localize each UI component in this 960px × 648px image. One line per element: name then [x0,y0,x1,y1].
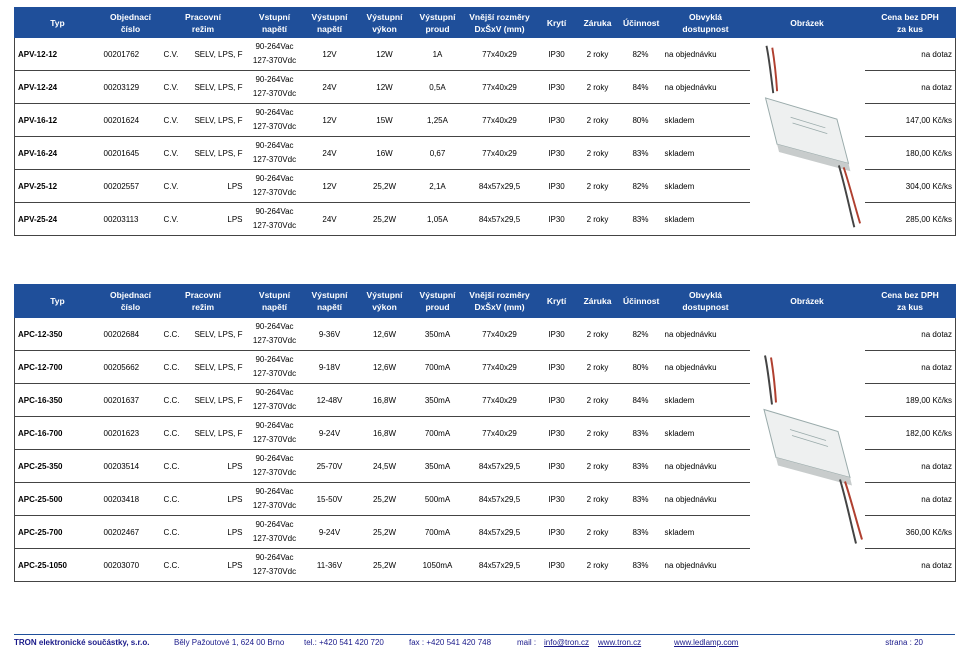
page-footer [14,636,955,648]
cell-order-number: 00203070 [101,549,161,582]
cell-type: APC-16-700 [15,417,101,450]
product-photo [750,320,865,579]
cell-dimensions: 77x40x29 [462,318,538,351]
cell-input-voltage: 90-264Vac 127-370Vdc [246,137,304,170]
cell-output-power: 24,5W [356,450,414,483]
cell-price: 182,00 Kč/ks [865,417,956,450]
cell-dimensions: 77x40x29 [462,417,538,450]
cell-dimensions: 84x57x29,5 [462,203,538,236]
cell-price: 285,00 Kč/ks [865,203,956,236]
table-row [15,38,956,71]
cell-availability: skladem [662,137,750,170]
column-header: Pracovní režim [161,285,246,318]
cell-availability: skladem [662,104,750,137]
cell-price: na dotaz [865,38,956,71]
cell-input-voltage: 90-264Vac 127-370Vdc [246,549,304,582]
cell-price: na dotaz [865,318,956,351]
cell-output-current: 700mA [414,516,462,549]
cell-output-current: 1A [414,38,462,71]
cell-mode: C.C. LPS [161,450,246,483]
cell-output-power: 15W [356,104,414,137]
cell-output-voltage: 9-24V [304,417,356,450]
cell-efficiency: 83% [620,417,662,450]
column-header: Krytí [538,285,576,318]
cell-warranty: 2 roky [576,38,620,71]
cell-warranty: 2 roky [576,450,620,483]
led-driver-photo [750,320,865,579]
cell-price: na dotaz [865,450,956,483]
footer-page-number: strana : 20 [885,638,923,647]
column-header: Účinnost [620,285,662,318]
cell-dimensions: 77x40x29 [462,384,538,417]
column-header: Objednací číslo [101,8,161,38]
cell-availability: skladem [662,203,750,236]
cell-mode: C.V. SELV, LPS, F [161,104,246,137]
cell-output-power: 25,2W [356,516,414,549]
cell-order-number: 00201623 [101,417,161,450]
cell-output-voltage: 12V [304,104,356,137]
cell-output-power: 25,2W [356,170,414,203]
cell-availability: skladem [662,417,750,450]
cell-dimensions: 84x57x29,5 [462,170,538,203]
cell-ip-rating: IP30 [538,137,576,170]
cell-availability: na objednávku [662,450,750,483]
cell-mode: C.C. LPS [161,516,246,549]
cell-output-voltage: 9-18V [304,351,356,384]
footer-web-tron[interactable]: www.tron.cz [598,638,642,647]
cell-warranty: 2 roky [576,71,620,104]
cell-type: APC-16-350 [15,384,101,417]
cell-input-voltage: 90-264Vac 127-370Vdc [246,203,304,236]
cell-output-current: 350mA [414,384,462,417]
footer-company: TRON elektronické součástky, s.r.o. [14,638,150,647]
cell-output-voltage: 24V [304,203,356,236]
cell-mode: C.C. SELV, LPS, F [161,318,246,351]
cell-output-current: 500mA [414,483,462,516]
cell-output-voltage: 24V [304,71,356,104]
apc-product-table [14,284,956,582]
led-driver-photo [750,40,865,233]
cell-output-power: 16W [356,137,414,170]
cell-input-voltage: 90-264Vac 127-370Vdc [246,417,304,450]
cell-ip-rating: IP30 [538,71,576,104]
cell-dimensions: 77x40x29 [462,351,538,384]
cell-ip-rating: IP30 [538,384,576,417]
cell-availability: na objednávku [662,71,750,104]
cell-efficiency: 84% [620,71,662,104]
cell-output-current: 700mA [414,417,462,450]
cell-ip-rating: IP30 [538,351,576,384]
cell-output-power: 25,2W [356,203,414,236]
cell-order-number: 00203129 [101,71,161,104]
cell-dimensions: 84x57x29,5 [462,549,538,582]
cell-input-voltage: 90-264Vac 127-370Vdc [246,384,304,417]
cell-output-voltage: 24V [304,137,356,170]
cell-price: 147,00 Kč/ks [865,104,956,137]
cell-output-voltage: 12V [304,170,356,203]
cell-ip-rating: IP30 [538,549,576,582]
cell-output-power: 16,8W [356,384,414,417]
cell-efficiency: 83% [620,203,662,236]
cell-efficiency: 83% [620,549,662,582]
cell-output-voltage: 12-48V [304,384,356,417]
cell-warranty: 2 roky [576,516,620,549]
column-header: Vnější rozměry DxŠxV (mm) [462,285,538,318]
column-header: Typ [15,285,101,318]
cell-efficiency: 83% [620,137,662,170]
cell-order-number: 00203514 [101,450,161,483]
cell-type: APV-25-24 [15,203,101,236]
footer-fax: fax : +420 541 420 748 [409,638,492,647]
cell-efficiency: 80% [620,104,662,137]
cell-dimensions: 77x40x29 [462,137,538,170]
cell-output-current: 1050mA [414,549,462,582]
cell-dimensions: 84x57x29,5 [462,483,538,516]
product-photo [750,40,865,233]
cell-ip-rating: IP30 [538,483,576,516]
cell-mode: C.V. LPS [161,203,246,236]
column-header: Výstupní výkon [356,8,414,38]
cell-price: na dotaz [865,71,956,104]
column-header: Cena bez DPH za kus [865,285,956,318]
cell-ip-rating: IP30 [538,516,576,549]
cell-availability: skladem [662,170,750,203]
cell-dimensions: 77x40x29 [462,38,538,71]
cell-order-number: 00205662 [101,351,161,384]
cell-mode: C.V. SELV, LPS, F [161,137,246,170]
cell-type: APC-25-700 [15,516,101,549]
cell-mode: C.C. LPS [161,549,246,582]
cell-output-current: 350mA [414,450,462,483]
cell-output-power: 16,8W [356,417,414,450]
cell-ip-rating: IP30 [538,318,576,351]
footer-web-ledlamp[interactable]: www.ledlamp.com [674,638,739,647]
cell-output-current: 0,67 [414,137,462,170]
column-header: Výstupní napětí [304,285,356,318]
cell-availability: na objednávku [662,318,750,351]
cell-efficiency: 82% [620,318,662,351]
column-header: Výstupní výkon [356,285,414,318]
cell-order-number: 00201645 [101,137,161,170]
cell-warranty: 2 roky [576,137,620,170]
cell-order-number: 00202557 [101,170,161,203]
table-row [15,318,956,351]
cell-ip-rating: IP30 [538,450,576,483]
cell-ip-rating: IP30 [538,203,576,236]
cell-price: na dotaz [865,549,956,582]
cell-mode: C.V. SELV, LPS, F [161,71,246,104]
cell-output-voltage: 12V [304,38,356,71]
cell-warranty: 2 roky [576,549,620,582]
cell-warranty: 2 roky [576,351,620,384]
cell-type: APC-12-700 [15,351,101,384]
cell-warranty: 2 roky [576,384,620,417]
cell-availability: na objednávku [662,351,750,384]
cell-input-voltage: 90-264Vac 127-370Vdc [246,450,304,483]
column-header: Výstupní proud [414,285,462,318]
column-header: Obrázek [750,8,865,38]
cell-output-voltage: 9-24V [304,516,356,549]
cell-order-number: 00201762 [101,38,161,71]
column-header: Obvyklá dostupnost [662,285,750,318]
cell-price: 360,00 Kč/ks [865,516,956,549]
cell-order-number: 00202467 [101,516,161,549]
column-header: Obrázek [750,285,865,318]
cell-price: na dotaz [865,483,956,516]
column-header: Cena bez DPH za kus [865,8,956,38]
apv-product-table [14,7,956,236]
column-header: Výstupní napětí [304,8,356,38]
table-body [15,38,956,236]
cell-order-number: 00203418 [101,483,161,516]
column-header: Obvyklá dostupnost [662,8,750,38]
cell-image [750,38,865,236]
cell-output-power: 12W [356,71,414,104]
cell-efficiency: 83% [620,483,662,516]
column-header: Vnější rozměry DxŠxV (mm) [462,8,538,38]
column-header: Záruka [576,285,620,318]
table-header-row [15,8,956,38]
column-header: Účinnost [620,8,662,38]
cell-type: APV-12-24 [15,71,101,104]
cell-mode: C.C. SELV, LPS, F [161,351,246,384]
column-header: Záruka [576,8,620,38]
cell-type: APV-16-24 [15,137,101,170]
cell-warranty: 2 roky [576,483,620,516]
cell-output-current: 2,1A [414,170,462,203]
table-body [15,318,956,582]
cell-order-number: 00201637 [101,384,161,417]
cell-dimensions: 77x40x29 [462,104,538,137]
cell-input-voltage: 90-264Vac 127-370Vdc [246,516,304,549]
table-header-row [15,285,956,318]
cell-image [750,318,865,582]
cell-warranty: 2 roky [576,170,620,203]
cell-type: APC-25-350 [15,450,101,483]
cell-ip-rating: IP30 [538,104,576,137]
cell-mode: C.C. SELV, LPS, F [161,384,246,417]
cell-input-voltage: 90-264Vac 127-370Vdc [246,38,304,71]
cell-price: 304,00 Kč/ks [865,170,956,203]
column-header: Objednací číslo [101,285,161,318]
cell-order-number: 00201624 [101,104,161,137]
cell-warranty: 2 roky [576,417,620,450]
cell-type: APC-12-350 [15,318,101,351]
cell-output-current: 1,05A [414,203,462,236]
footer-tel: tel.: +420 541 420 720 [304,638,384,647]
cell-availability: na objednávku [662,549,750,582]
cell-output-power: 12W [356,38,414,71]
cell-efficiency: 82% [620,170,662,203]
cell-type: APV-25-12 [15,170,101,203]
cell-type: APC-25-500 [15,483,101,516]
cell-efficiency: 83% [620,516,662,549]
cell-input-voltage: 90-264Vac 127-370Vdc [246,483,304,516]
cell-input-voltage: 90-264Vac 127-370Vdc [246,351,304,384]
cell-price: 180,00 Kč/ks [865,137,956,170]
footer-divider [14,634,955,635]
cell-output-power: 12,6W [356,318,414,351]
cell-availability: skladem [662,516,750,549]
cell-mode: C.V. LPS [161,170,246,203]
cell-order-number: 00202684 [101,318,161,351]
cell-efficiency: 84% [620,384,662,417]
cell-output-voltage: 9-36V [304,318,356,351]
column-header: Vstupní napětí [246,8,304,38]
cell-output-current: 350mA [414,318,462,351]
cell-output-power: 25,2W [356,549,414,582]
cell-output-voltage: 25-70V [304,450,356,483]
footer-mail-label: mail : [517,638,537,647]
cell-type: APV-16-12 [15,104,101,137]
cell-efficiency: 80% [620,351,662,384]
cell-ip-rating: IP30 [538,417,576,450]
cell-ip-rating: IP30 [538,38,576,71]
cell-type: APC-25-1050 [15,549,101,582]
cell-input-voltage: 90-264Vac 127-370Vdc [246,170,304,203]
cell-efficiency: 82% [620,38,662,71]
cell-availability: na objednávku [662,38,750,71]
column-header: Výstupní proud [414,8,462,38]
cell-dimensions: 77x40x29 [462,71,538,104]
cell-output-current: 700mA [414,351,462,384]
column-header: Krytí [538,8,576,38]
cell-output-voltage: 11-36V [304,549,356,582]
cell-output-power: 25,2W [356,483,414,516]
column-header: Typ [15,8,101,38]
cell-mode: C.V. SELV, LPS, F [161,38,246,71]
cell-mode: C.C. SELV, LPS, F [161,417,246,450]
cell-mode: C.C. LPS [161,483,246,516]
cell-input-voltage: 90-264Vac 127-370Vdc [246,71,304,104]
cell-type: APV-12-12 [15,38,101,71]
cell-warranty: 2 roky [576,318,620,351]
cell-warranty: 2 roky [576,203,620,236]
cell-availability: skladem [662,384,750,417]
cell-ip-rating: IP30 [538,170,576,203]
cell-dimensions: 84x57x29,5 [462,450,538,483]
cell-input-voltage: 90-264Vac 127-370Vdc [246,104,304,137]
cell-input-voltage: 90-264Vac 127-370Vdc [246,318,304,351]
cell-output-current: 1,25A [414,104,462,137]
cell-warranty: 2 roky [576,104,620,137]
cell-output-current: 0,5A [414,71,462,104]
cell-dimensions: 84x57x29,5 [462,516,538,549]
footer-mail-link[interactable]: info@tron.cz [544,638,590,647]
cell-output-voltage: 15-50V [304,483,356,516]
column-header: Vstupní napětí [246,285,304,318]
cell-price: 189,00 Kč/ks [865,384,956,417]
cell-price: na dotaz [865,351,956,384]
cell-output-power: 12,6W [356,351,414,384]
column-header: Pracovní režim [161,8,246,38]
cell-availability: na objednávku [662,483,750,516]
cell-order-number: 00203113 [101,203,161,236]
footer-address: Běly Pažoutové 1, 624 00 Brno [174,638,285,647]
cell-efficiency: 83% [620,450,662,483]
